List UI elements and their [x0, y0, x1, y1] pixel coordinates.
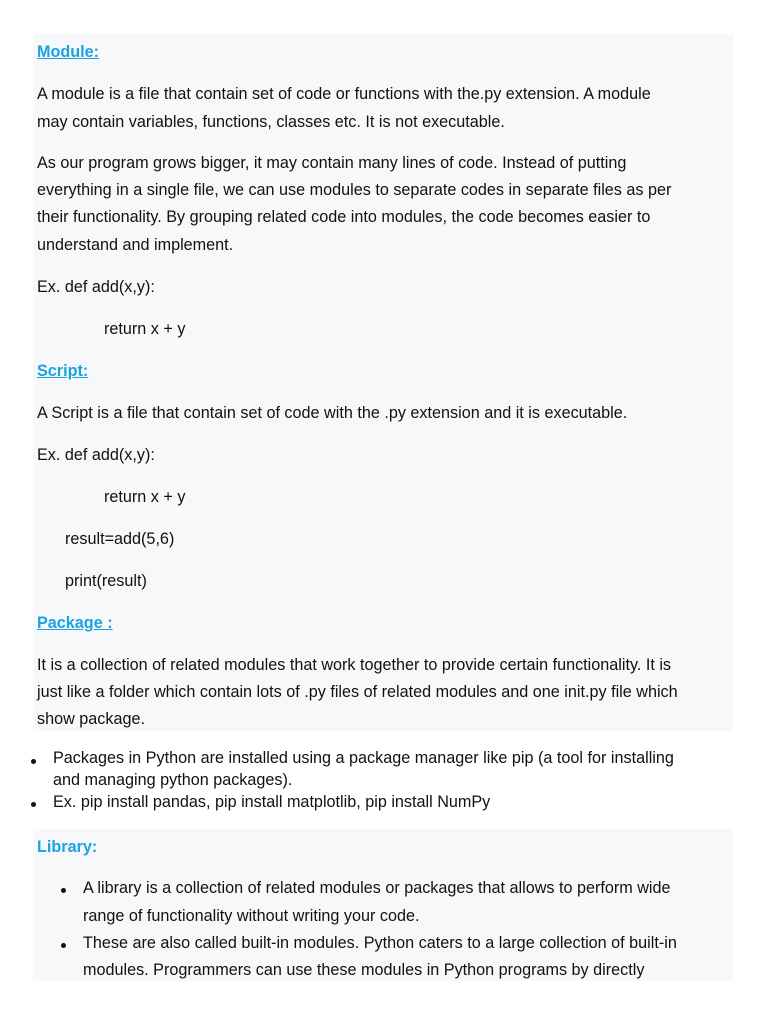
bullet-icon — [61, 888, 66, 893]
bullet-icon — [31, 802, 36, 807]
library-bullet-1-line-1: A library is a collection of related modules or packages that allows to perform wide — [83, 879, 671, 897]
library-bullet-2-line-2: modules. Programmers can use these modules in Python programs by directly — [83, 961, 645, 979]
script-example-def: Ex. def add(x,y): — [37, 446, 155, 464]
script-example-print: print(result) — [65, 572, 147, 590]
module-example-def: Ex. def add(x,y): — [37, 278, 155, 296]
module-paragraph-2-line-1: As our program grows bigger, it may contain many lines of code. Instead of putting — [37, 154, 627, 172]
module-script-package-section-background — [33, 34, 733, 731]
library-bullet-2-line-1: These are also called built-in modules. Python caters to a large collection of built-in — [83, 934, 677, 952]
library-bullet-1-line-2: range of functionality without writing your code. — [83, 907, 420, 925]
module-paragraph-1-line-2: may contain variables, functions, classes etc. It is not executable. — [37, 113, 505, 131]
module-paragraph-2-line-3: their functionality. By grouping related code into modules, the code becomes easier to — [37, 208, 651, 226]
package-bullet-2-line-1: Ex. pip install pandas, pip install matplotlib, pip install NumPy — [53, 793, 491, 811]
bullet-icon — [31, 759, 36, 764]
script-heading: Script: — [37, 362, 89, 380]
module-paragraph-2-line-4: understand and implement. — [37, 236, 234, 254]
script-example-return: return x + y — [104, 488, 186, 506]
package-bullet-1-line-1: Packages in Python are installed using a package manager like pip (a tool for installing — [53, 749, 674, 767]
script-example-result: result=add(5,6) — [65, 530, 175, 548]
library-section-background — [33, 829, 733, 981]
package-heading: Package : — [37, 614, 113, 632]
package-paragraph-line-3: show package. — [37, 710, 145, 728]
script-paragraph: A Script is a file that contain set of code with the .py extension and it is executable. — [37, 404, 628, 422]
package-paragraph-line-2: just like a folder which contain lots of .py files of related modules and one init.py file which — [37, 683, 678, 701]
package-bullet-1-line-2: and managing python packages). — [53, 771, 293, 789]
module-heading: Module: — [37, 43, 100, 61]
module-example-return: return x + y — [104, 320, 186, 338]
module-paragraph-2-line-2: everything in a single file, we can use modules to separate codes in separate files as per — [37, 181, 672, 199]
bullet-icon — [61, 943, 66, 948]
module-paragraph-1-line-1: A module is a file that contain set of code or functions with the.py extension. A module — [37, 85, 651, 103]
package-paragraph-line-1: It is a collection of related modules that work together to provide certain functionality. It is — [37, 656, 672, 674]
library-heading: Library: — [37, 838, 98, 856]
